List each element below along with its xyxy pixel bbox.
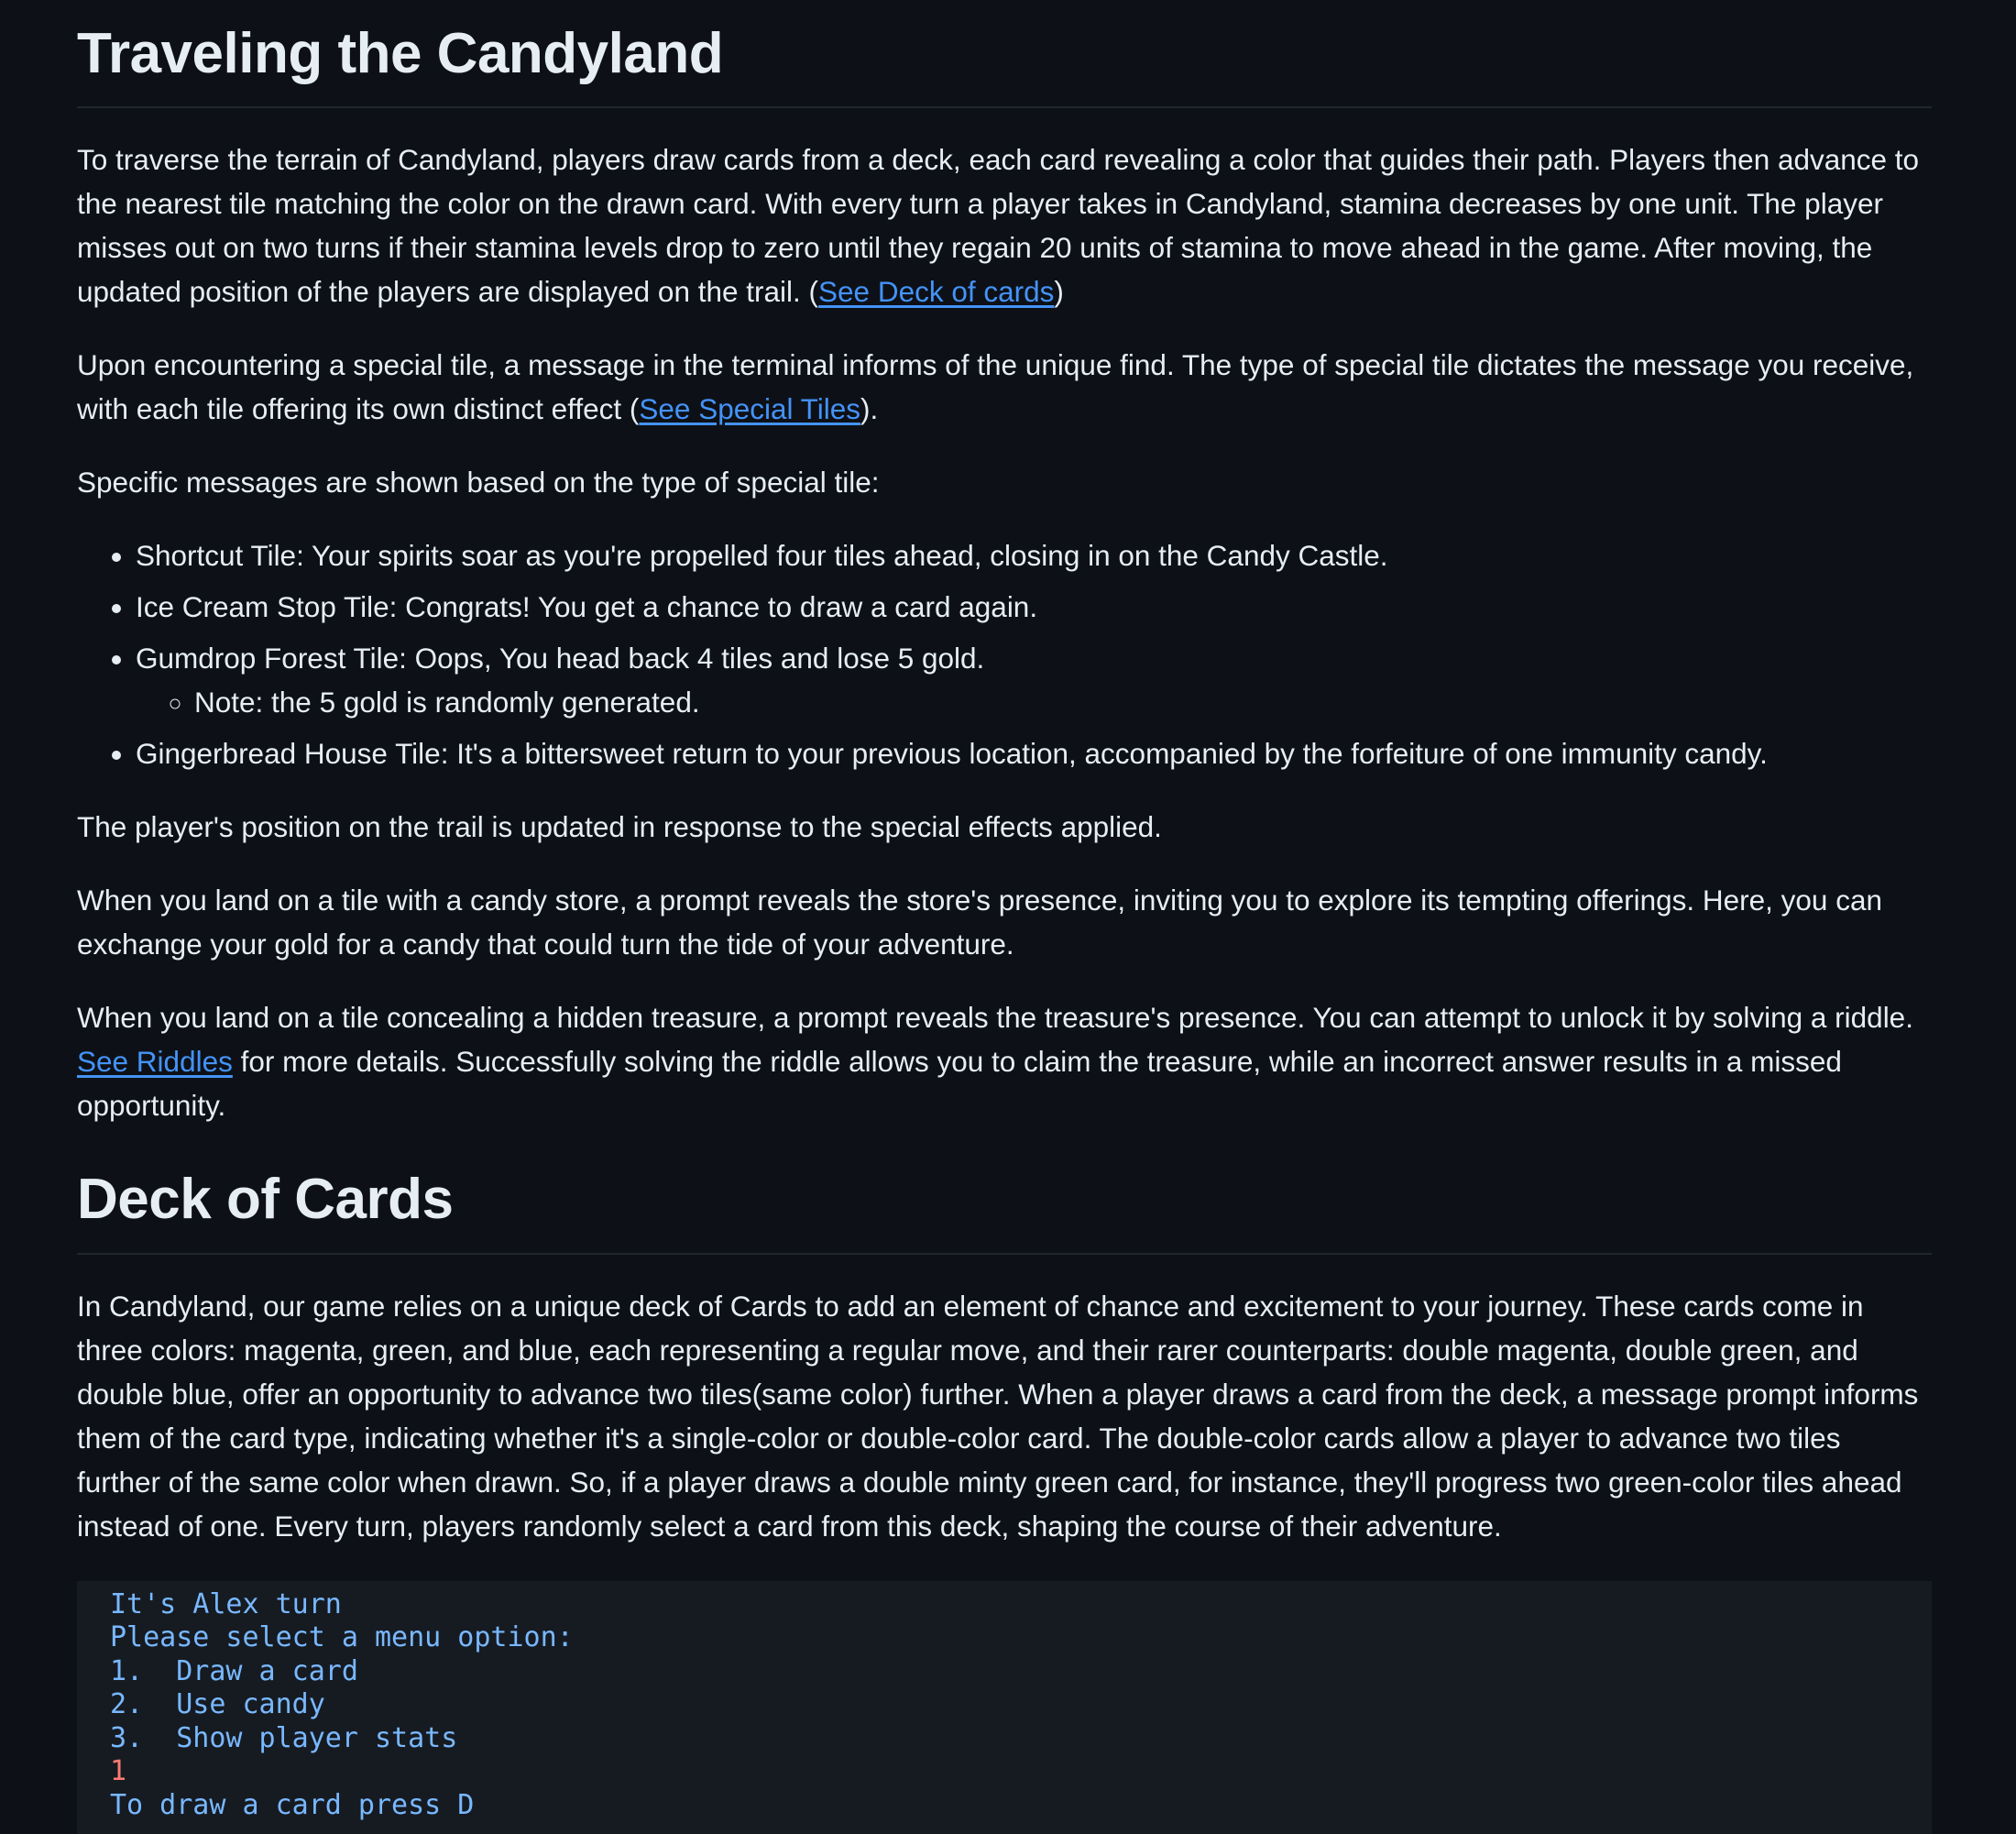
code-line-user-input: 1 [110,1755,127,1788]
paragraph-traverse [77,137,1932,313]
link-see-special-tiles[interactable]: See Special Tiles [639,392,861,426]
paragraph-hidden-treasure [77,995,1932,1127]
paragraph-candy-store: When you land on a tile with a candy store, a prompt reveals the store's presence, inviting you to explore its tempting offerings. Here, you can exchange your gold for a candy that could turn the tide of your adventure. [77,884,1882,961]
paragraph-hidden-treasure-end: for more details. Successfully solving the riddle allows you to claim the treasure, while an incorrect answer results in a missed opportunity. [77,1045,1842,1123]
paragraph-special-tile-text: Upon encountering a special tile, a message in the terminal informs of the unique find. The type of special tile dictates the message you receive, with each tile offering its own distinct effect ( [77,348,1914,426]
heading-traveling-the-candyland: Traveling the Candyland [77,20,1932,108]
heading-deck-of-cards: Deck of Cards [77,1166,1932,1254]
gumdrop-sublist [136,680,1932,724]
list-item-gumdrop-forest-text: Gumdrop Forest Tile: Oops, You head back 4 tiles and lose 5 gold. [136,642,985,675]
link-see-deck-of-cards[interactable]: See Deck of cards [818,275,1055,309]
list-item-gingerbread-house-tile: • Gingerbread House Tile: It's a bittersweet return to your previous location, accompanied by the forfeiture of one immunity candy. [136,731,1932,775]
code-line-option-candy: 2. Use candy [110,1688,325,1721]
special-tile-list [77,533,1932,775]
code-line-option-stats: 3. Show player stats [110,1721,458,1754]
paragraph-deck-description: In Candyland, our game relies on a unique deck of Cards to add an element of chance and excitement to your journey. These cards come in three colors: magenta, green, and blue, each representing a regular move, and their rarer counterparts: double magenta, double green, and double blue, offer an opportunity to advance two tiles(same color) further. When a player draws a card from the deck, a message prompt informs them of the card type, indicating whether it's a single-color or double-color card. The double-color cards allow a player to advance two tiles further of the same color when drawn. So, if a player draws a double minty green card, for instance, they'll progress two green-color tiles ahead instead of one. Every turn, players randomly select a card from this deck, shaping the course of their adventure. [77,1289,1919,1543]
list-item-shortcut-tile: • Shortcut Tile: Your spirits soar as you're propelled four tiles ahead, closing in on the Candy Castle. [136,533,1932,577]
markdown-body [77,0,1932,1834]
paragraph-traverse-end: ) [1054,275,1064,309]
paragraph-specific-messages: Specific messages are shown based on the type of special tile: [77,466,880,500]
code-line-draw-prompt: To draw a card press D [110,1788,475,1821]
paragraph-traverse-text: To traverse the terrain of Candyland, players draw cards from a deck, each card revealing a color that guides their path. Players then advance to the nearest tile matching the color on the drawn card. With every turn a player takes in Candyland, stamina decreases by one unit. The player misses out on two turns if their stamina levels drop to zero until they regain 20 units of stamina to move ahead in the game. After moving, the updated position of the players are displayed on the trail. ( [77,143,1920,309]
code-line-option-draw: 1. Draw a card [110,1654,358,1687]
paragraph-special-tile-end: ). [860,392,879,426]
code-line-menu-prompt: Please select a menu option: [110,1621,574,1654]
sublist-item-gold-note: ◦ Note: the 5 gold is randomly generated. [194,680,1932,724]
paragraph-special-tile [77,343,1932,431]
list-item-gumdrop-forest-tile [136,636,1932,724]
list-item-ice-cream-stop-tile: • Ice Cream Stop Tile: Congrats! You get a chance to draw a card again. [136,585,1932,629]
link-see-riddles[interactable]: See Riddles [77,1045,233,1079]
code-line-turn: It's Alex turn [110,1587,342,1620]
paragraph-hidden-treasure-start: When you land on a tile concealing a hidden treasure, a prompt reveals the treasure's presence. You can attempt to unlock it by solving a riddle. [77,1001,1913,1035]
terminal-code-block[interactable] [77,1581,1932,1834]
paragraph-position-updated: The player's position on the trail is updated in response to the special effects applied. [77,810,1162,844]
